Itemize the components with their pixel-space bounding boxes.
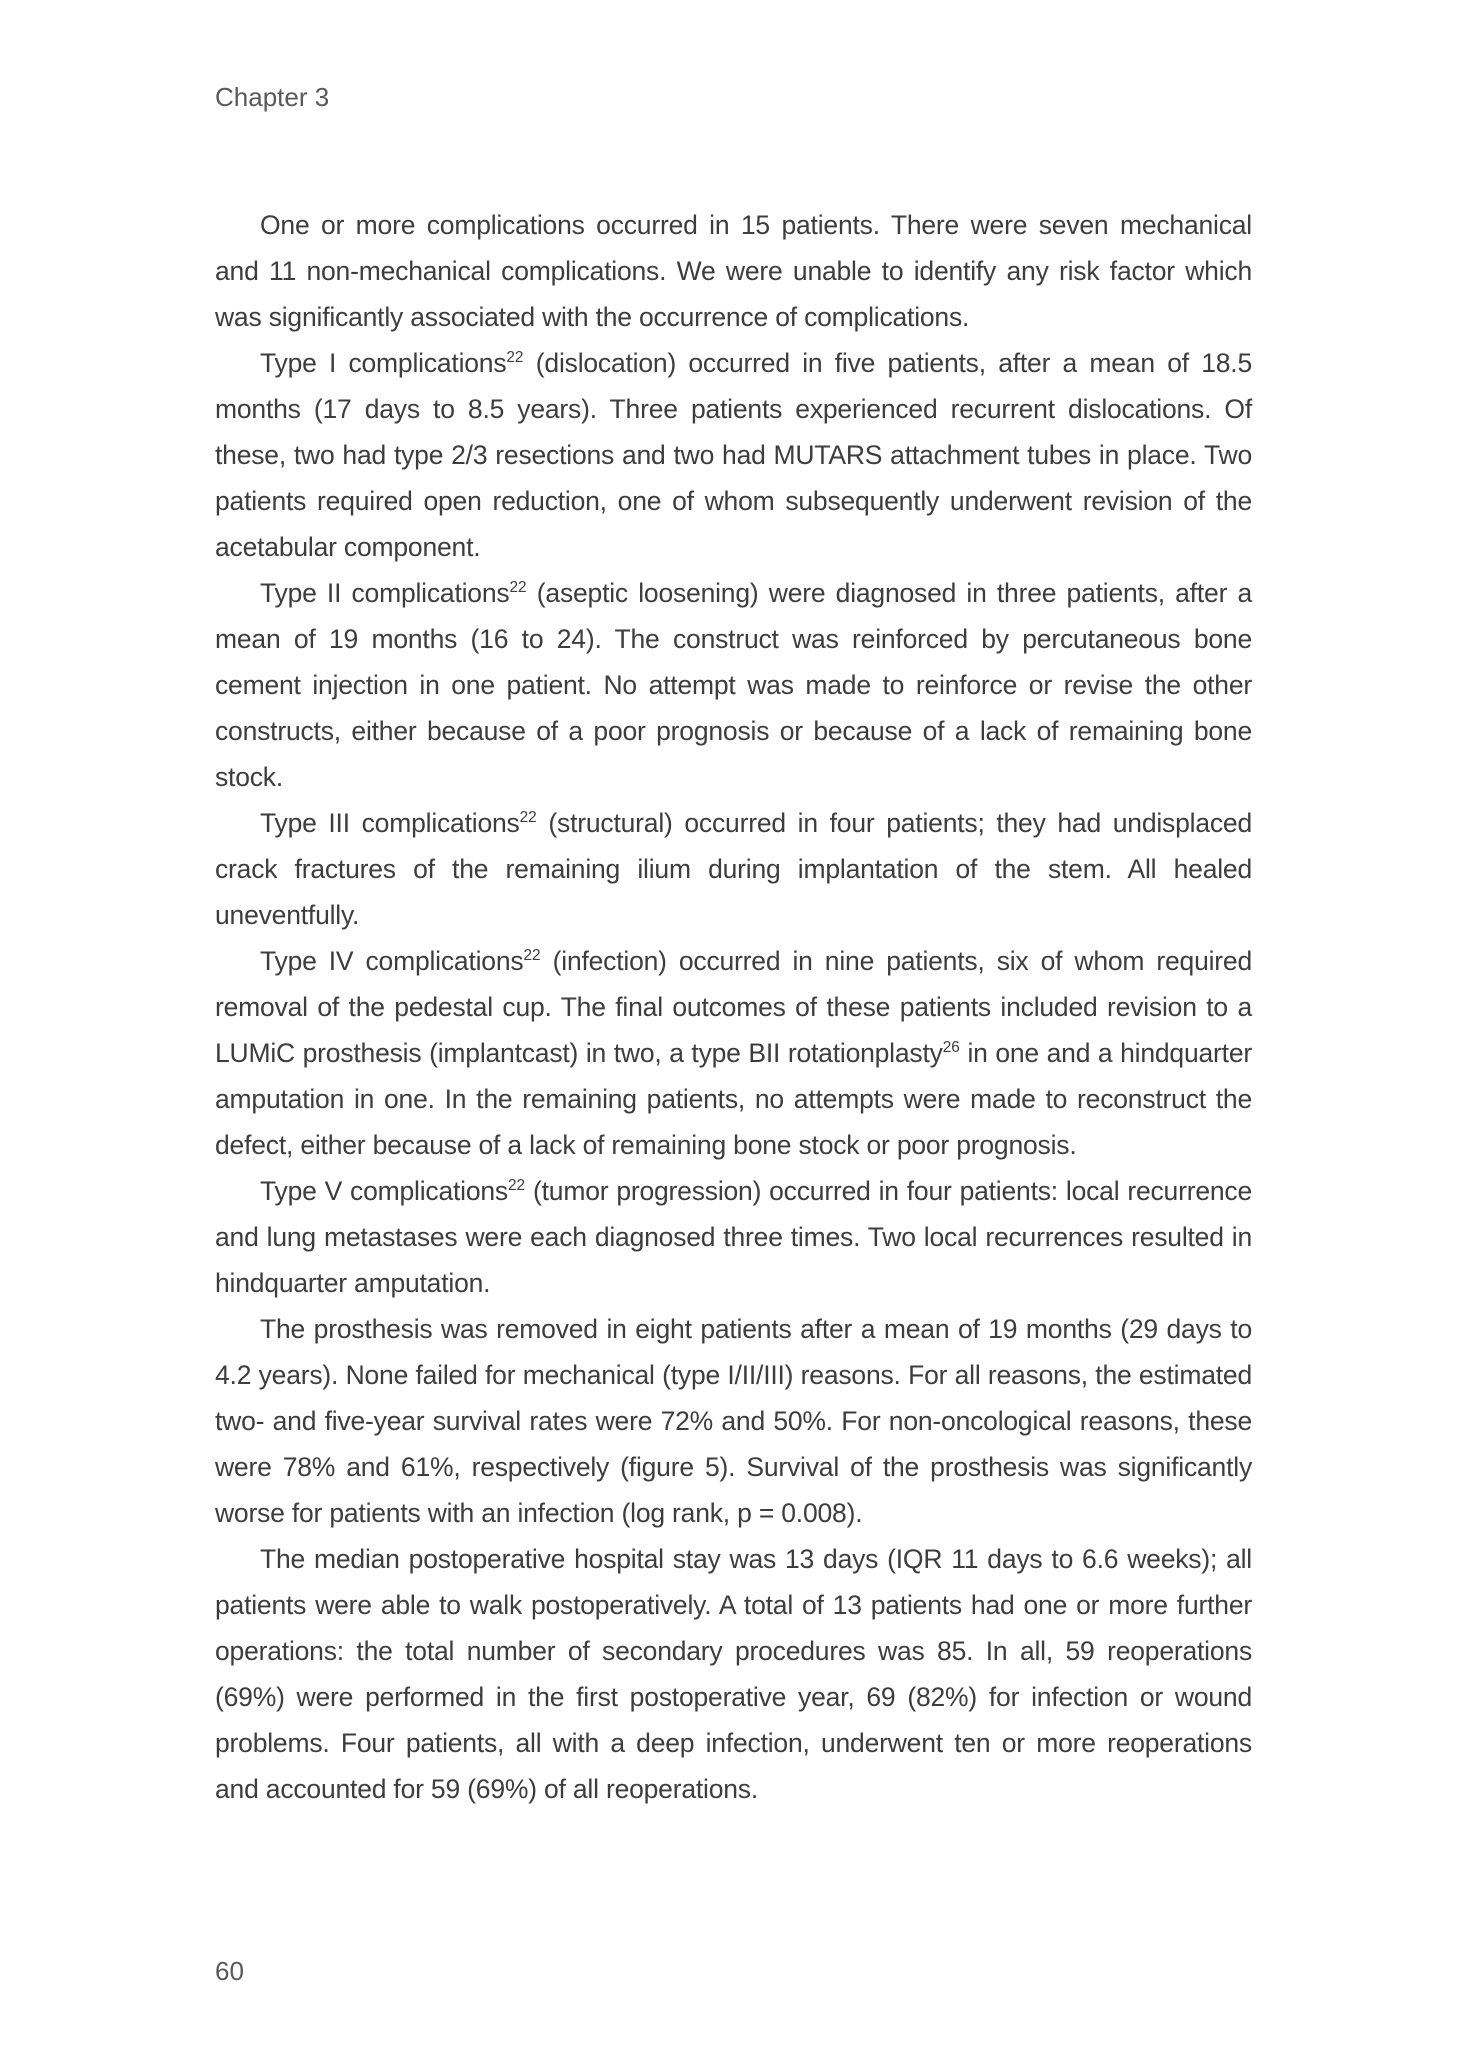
paragraph: The median postoperative hospital stay was 13 days (IQR 11 days to 6.6 weeks); all patients were able to walk postoperatively. A total of 13 patients had one or more further operations: the total number of secondary procedures was 85. In all, 59 reoperations (69%) were performed in the first postoperative year, 69 (82%) for infection or wound problems. Four patients, all with a deep infection, underwent ten or more reoperations and accounted for 59 (69%) of all reoperations. <box>215 1544 1252 1804</box>
paragraph: Type V complications$^{22}$ (tumor progression) occurred in four patients: local recurrence and lung metastases were each diagnosed three times. Two local recurrences resulted in hindquarter amputation. <box>215 1176 1252 1298</box>
reference-superscript: 22 <box>523 947 541 965</box>
body-text <box>215 202 1252 1812</box>
paragraph: One or more complications occurred in 15 patients. There were seven mechanical and 11 non-mechanical complications. We were unable to identify any risk factor which was significantly associated with the occurrence of complications. <box>215 210 1252 332</box>
page-number: 60 <box>215 1956 244 1986</box>
reference-superscript: 22 <box>519 809 537 827</box>
paragraph: The prosthesis was removed in eight patients after a mean of 19 months (29 days to 4.2 years). None failed for mechanical (type I/II/III) reasons. For all reasons, the estimated two- and five-year survival rates were 72% and 50%. For non-oncological reasons, these were 78% and 61%, respectively (figure 5). Survival of the prosthesis was significantly worse for patients with an infection (log rank, p = 0.008). <box>215 1314 1252 1528</box>
reference-superscript: 22 <box>509 579 527 597</box>
paragraph: Type I complications$^{22}$ (dislocation) occurred in five patients, after a mean of 18.5 months (17 days to 8.5 years). Three patients experienced recurrent dislocations. Of these, two had type 2/3 resections and two had MUTARS attachment tubes in place. Two patients required open reduction, one of whom subsequently underwent revision of the acetabular component. <box>215 348 1252 562</box>
reference-superscript: 22 <box>507 1177 526 1195</box>
paragraph: Type III complications$^{22}$ (structural) occurred in four patients; they had undisplaced crack fractures of the remaining ilium during implantation of the stem. All healed uneventfully. <box>215 808 1252 930</box>
paragraph: Type IV complications$^{22}$ (infection) occurred in nine patients, six of whom required removal of the pedestal cup. The final outcomes of these patients included revision to a LUMiC prosthesis (implantcast) in two, a type BII rotationplasty$^{26}$ in one and a hindquarter amputation in one. In the remaining patients, no attempts were made to reconstruct the defect, either because of a lack of remaining bone stock or poor prognosis. <box>215 946 1252 1160</box>
reference-superscript: 22 <box>506 349 524 367</box>
reference-superscript: 26 <box>942 1039 960 1057</box>
paragraph: Type II complications$^{22}$ (aseptic loosening) were diagnosed in three patients, after a mean of 19 months (16 to 24). The construct was reinforced by percutaneous bone cement injection in one patient. No attempt was made to reinforce or revise the other constructs, either because of a poor prognosis or because of a lack of remaining bone stock. <box>215 578 1253 792</box>
chapter-running-header: Chapter 3 <box>215 82 330 112</box>
